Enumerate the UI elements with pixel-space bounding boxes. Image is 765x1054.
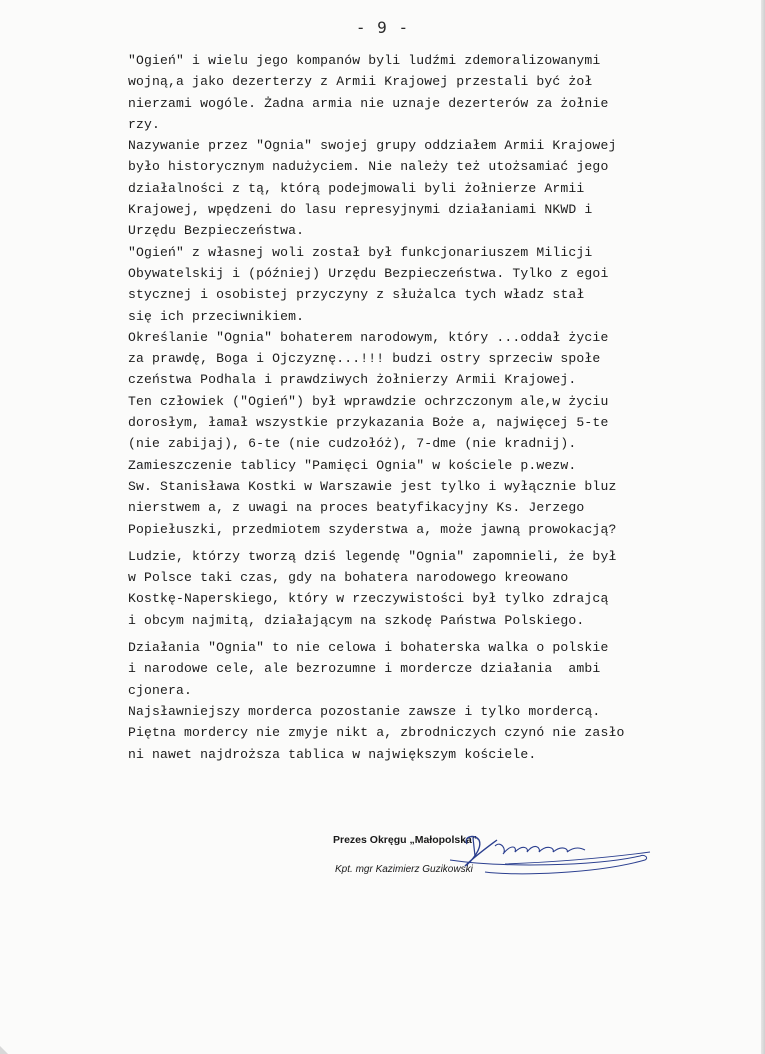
text-line: się ich przeciwnikiem. [128,308,305,324]
text-line: Popiełuszki, przedmiotem szyderstwa a, może jawną prowokacją? [128,521,617,537]
text-line: Sw. Stanisława Kostki w Warszawie jest tylko i wyłącznie bluz [128,478,617,494]
text-line: Ten człowiek ("Ogień") był wprawdzie ochrzczonym ale,w życiu [128,393,609,409]
text-line: za prawdę, Boga i Ojczyznę...!!! budzi ostry sprzeciw społe [128,351,601,367]
signature-block [325,826,655,886]
text-line: działalności z tą, którą podejmowali byli żołnierze Armii [128,180,585,196]
page-number: - 9 - [355,18,410,37]
text-line: w Polsce taki czas, gdy na bohatera narodowego kreowano [128,570,569,586]
text-line: nierzami wogóle. Żadna armia nie uznaje dezerterów za żołnie [128,95,609,111]
text-line: nierstwem a, z uwagi na proces beatyfikacyjny Ks. Jerzego [128,500,585,516]
text-line: (nie zabijaj), 6-te (nie cudzołóż), 7-dme (nie kradnij). [128,436,577,452]
text-line: Obywatelskij i (później) Urzędu Bezpieczeństwa. Tylko z egoi [128,265,609,281]
text-line: było historycznym nadużyciem. Nie należy też utożsamiać jego [128,159,609,175]
text-line: czeństwa Podhala i prawdziwych żołnierzy Armii Krajowej. [128,372,577,388]
text-line: Ludzie, którzy tworzą dziś legendę "Ognia" zapomnieli, że był [128,548,617,564]
text-line: "Ogień" z własnej woli został był funkcjonariuszem Milicji [128,244,593,260]
text-line: Określanie "Ognia" bohaterem narodowym, który ...oddał życie [128,329,609,345]
text-line: i obcym najmitą, działającym na szkodę Państwa Polskiego. [128,612,585,628]
text-line: ni nawet najdroższa tablica w największym kościele. [128,746,537,762]
text-line: dorosłym, łamał wszystkie przykazania Boże a, najwięcej 5-te [128,415,609,431]
text-line: Nazywanie przez "Ognia" swojej grupy oddziałem Armii Krajowej [128,138,617,154]
text-line: Zamieszczenie tablicy "Pamięci Ognia" w kościele p.wezw. [128,457,577,473]
text-line: "Ogień" i wielu jego kompanów byli ludźmi zdemoralizowanymi [128,53,601,68]
text-line: i narodowe cele, ale bezrozumne i mordercze działania ambi [128,661,601,677]
handwritten-signature [445,826,655,886]
text-line: Najsławniejszy morderca pozostanie zawsze i tylko mordercą. [128,703,601,719]
text-line: cjonera. [128,682,193,698]
paper-edge [761,0,765,1054]
text-line: stycznej i osobistej przyczyny z służalca tych władz stał [128,287,585,303]
stamp-title: Prezes Okręgu „Małopolska" [333,834,477,846]
text-line: Krajowej, wpędzeni do lasu represyjnymi działaniami NKWD i [128,202,593,218]
text-line: rzy. [128,116,161,132]
stamp-name: Kpt. mgr Kazimierz Guzikowski [335,864,473,875]
corner-fold [0,1040,14,1054]
text-line: Działania "Ognia" to nie celowa i bohaterska walka o polskie [128,640,609,656]
text-line: Piętna mordercy nie zmyje nikt a, zbrodniczych czynó nie zasło [128,725,625,741]
document-body [128,50,748,765]
text-line: wojną,a jako dezerterzy z Armii Krajowej przestali być żoł [128,74,593,90]
text-line: Kostkę-Naperskiego, który w rzeczywistości był tylko zdrajcą [128,591,609,607]
text-line: Urzędu Bezpieczeństwa. [128,223,305,239]
